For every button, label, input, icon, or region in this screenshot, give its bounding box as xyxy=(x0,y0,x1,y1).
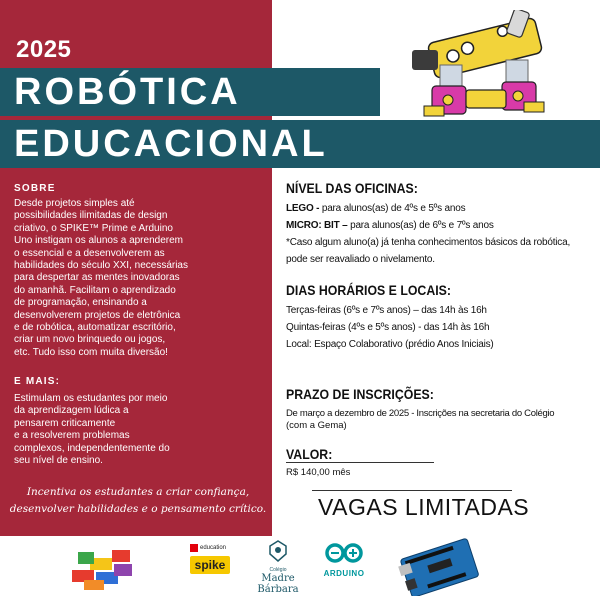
horarios-section xyxy=(286,282,494,353)
school-name: Madre Bárbara xyxy=(257,573,299,595)
nivel-note-1: *Caso algum aluno(a) já tenha conhecimentos básicos da robótica, xyxy=(286,237,571,248)
logos-footer xyxy=(0,536,600,600)
sobre-line: de programação, ensinando a xyxy=(14,297,147,309)
school-small-text: Colégio xyxy=(269,567,287,573)
sobre-section xyxy=(14,183,264,359)
sobre-line: Desde projetos simples até xyxy=(14,198,135,209)
arduino-text: ARDUINO xyxy=(323,569,365,578)
e-mais-line: pensarem criticamente xyxy=(14,417,116,429)
valor-section xyxy=(286,446,339,462)
lego-text: para alunos(as) de 4ºs e 5ºs anos xyxy=(319,203,466,214)
e-mais-body xyxy=(14,393,264,467)
spike-logo: spike xyxy=(190,556,230,574)
horarios-line-2: Quintas-feiras (4ºs e 5ºs anos) - das 14h às 16h xyxy=(286,322,490,333)
sobre-line: possibilidades ilimitadas de design xyxy=(14,210,168,222)
vagas-divider xyxy=(312,490,512,491)
sobre-line: o essencial e a desenvolverem as xyxy=(14,247,165,259)
sobre-line: Uno instigam os alunos a aprenderem xyxy=(14,235,183,247)
horarios-heading: DIAS HORÁRIOS E LOCAIS: xyxy=(286,282,451,298)
prazo-line-2: (com a Gema) xyxy=(286,420,347,431)
arduino-infinity-icon xyxy=(324,542,364,564)
sobre-line: criativo, o SPIKE™ Prime e Arduino xyxy=(14,222,173,234)
vagas-limitadas: VAGAS LIMITADAS xyxy=(318,494,530,520)
nivel-heading: NÍVEL DAS OFICINAS: xyxy=(286,180,418,196)
lego-education-logo xyxy=(190,544,230,574)
title-line-2: EDUCACIONAL xyxy=(14,123,328,165)
sobre-line: para despertar as mentes inovadoras xyxy=(14,272,180,284)
sobre-line: e de robótica, automatizar escritório, xyxy=(14,322,176,334)
e-mais-line: da aprendizagem lúdica a xyxy=(14,405,129,417)
sobre-line: criar um novo brinquedo ou jogos, xyxy=(14,334,166,346)
nivel-lego xyxy=(286,200,570,217)
year-label: 2025 xyxy=(16,36,72,63)
sobre-line: etc. Tudo isso com muita diversão! xyxy=(14,346,168,358)
valor-heading: VALOR: xyxy=(286,446,333,462)
lego-badge-icon xyxy=(190,544,198,552)
e-mais-line: Estimulam os estudantes por meio xyxy=(14,393,168,404)
microbit-text: para alunos(as) de 6ºs e 7ºs anos xyxy=(347,220,494,231)
valor-divider xyxy=(286,462,434,463)
e-mais-line: seu nível de ensino. xyxy=(14,455,103,467)
e-mais-section xyxy=(14,376,264,467)
microbit-label: MICRO: BIT – xyxy=(286,220,348,231)
school-emblem-icon xyxy=(268,540,288,562)
tagline-line-1: Incentiva os estudantes a criar confiança, xyxy=(26,486,250,498)
nivel-note-2: pode ser reavaliado o nivelamento. xyxy=(286,254,435,265)
sobre-body xyxy=(14,198,264,359)
prazo-heading: PRAZO DE INSCRIÇÕES: xyxy=(286,386,434,402)
horarios-line-1: Terças-feiras (6ºs e 7ºs anos) – das 14h às 16h xyxy=(286,305,487,316)
tagline xyxy=(8,484,268,518)
e-mais-line: complexos, independentemente do xyxy=(14,442,170,454)
e-mais-heading: E MAIS: xyxy=(14,376,61,387)
nivel-microbit xyxy=(286,217,570,234)
lego-education-text: education xyxy=(200,545,227,551)
sobre-line: habilidades do século XXI, necessárias xyxy=(14,260,188,272)
lego-label: LEGO - xyxy=(286,203,320,214)
arduino-logo xyxy=(318,542,370,578)
sobre-heading: SOBRE xyxy=(14,183,56,194)
prazo-line-1: De março a dezembro de 2025 - Inscrições na secretaria do Colégio xyxy=(286,408,555,419)
sobre-line: desenvolverem projetos de eletrônica xyxy=(14,309,181,321)
lego-robot-illustration xyxy=(410,10,560,120)
madre-barbara-logo xyxy=(242,540,314,595)
title-line-1: ROBÓTICA xyxy=(14,71,241,113)
e-mais-line: e a resolverem problemas xyxy=(14,430,130,442)
nivel-section xyxy=(286,180,570,268)
valor-amount: R$ 140,00 mês xyxy=(286,467,351,478)
lego-bricks-icon xyxy=(68,540,138,592)
prazo-section xyxy=(286,386,554,432)
horarios-line-3: Local: Espaço Colaborativo (prédio Anos Iniciais) xyxy=(286,339,494,350)
sobre-line: do amanhã. Facilitam o aprendizado xyxy=(14,284,176,296)
arduino-board-icon xyxy=(398,536,480,596)
tagline-line-2: desenvolver habilidades e o pensamento crítico. xyxy=(9,503,267,515)
